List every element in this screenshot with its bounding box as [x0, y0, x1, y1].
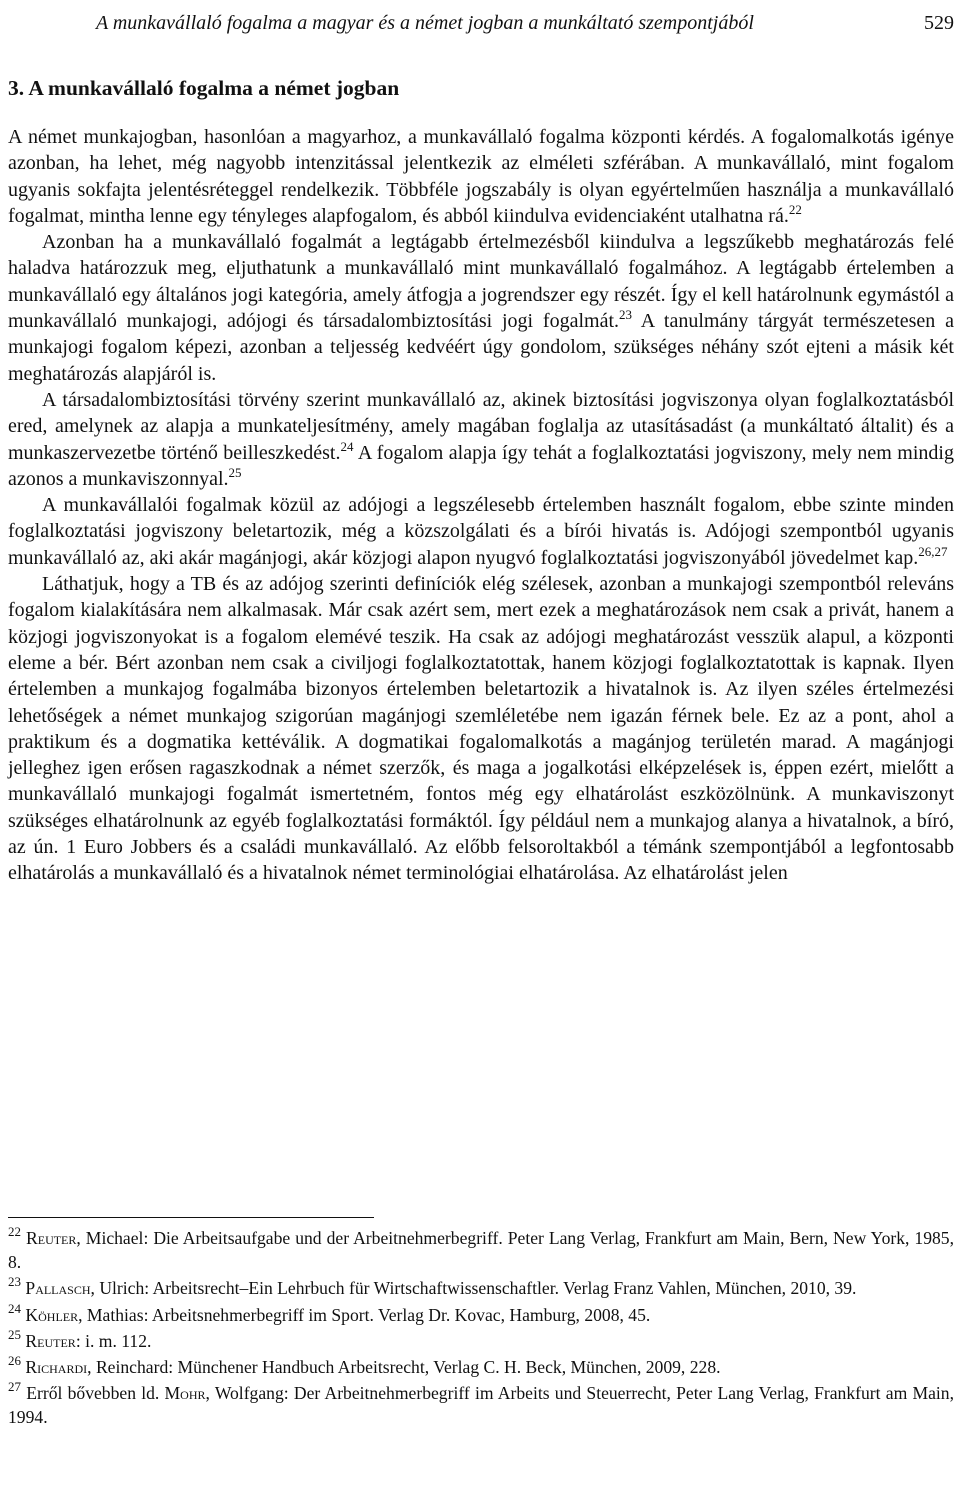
footnote-divider: [8, 1217, 374, 1218]
footnote-author: Pallasch: [25, 1278, 91, 1299]
footnote-number: 27: [8, 1379, 21, 1395]
paragraph-text: Azonban ha a munkavállaló fogalmát a legtágabb értelmezésből kiindulva a legszűkebb meghatározás felé haladva határozzuk meg, eljuthatunk a munkavállaló mint munkavállaló fogalmához. A legtágabb értelemben a munkavállaló egy általános jogi kategória, amely átfogja a jogrendszer egy részét. Így el kell határolnunk egymástól a munkavállaló munkajogi, adójogi és társadalombiztosítási jogi fogalmát.: [8, 231, 954, 333]
paragraph-text: A tanulmány tárgyát természetesen a munkajogi fogalom képezi, azonban a teljesség kedvéért úgy gondolom, szükséges néhány szót ejteni a másik két meghatározás alapjáról is.: [8, 310, 954, 385]
footnote-text: , Mathias: Arbeitsnehmerbegriff im Sport. Verlag Dr. Kovac, Hamburg, 2008, 45.: [78, 1304, 651, 1325]
paragraph-text: A fogalom alapja így tehát a foglalkoztatási jogviszony, mely nem mindig azonos a munkaviszonnyal.: [8, 441, 954, 490]
footnote-author: Richardi: [25, 1357, 88, 1378]
paragraph-text: Láthatjuk, hogy a TB és az adójog szerinti definíciók elég szélesek, azonban a munkajogi szempontból releváns fogalom kialakítására nem alkalmasak. Már csak azért sem, mert ezek a meghatározások nem csak a privát, hanem a közjogi jogviszonyokat is a fogalom elemévé teszik. Ha csak az adójogi meghatározást vesszük alapul, a központi eleme a bér. Bért azonban nem csak a civiljogi foglalkoztatottak, hanem közjogi foglalkoztatottak is kapnak. Ilyen értelemben a munkajog fogalmába bizonyos értelemben beletartozik a hivatalnok is. Az ilyen széles értelmezési lehetőségek a német munkajog szigorúan magánjogi szemléletébe nem igazán férnek bele. Ez az a pont, ahol a praktikum és a dogmatika kettéválik. A dogmatikai fogalomalkotás a magánjog területén marad. A magánjogi jelleghez igen erősen ragaszkodnak a német szerzők, és maga a jogalkotási elképzelések is, éppen ezért, mielőtt a munkavállaló munkajogi fogalmát ismertetném, fontos még egy elhatárolást eszközölnünk. A munkaviszonyt szükséges elhatárolnunk az egyéb foglalkoztatási formáktól. Így például nem a munkajog alanya a hivatalnok, a bíró, az ún. 1 Euro Jobbers és a családi munkavállaló. Az előbb felsoroltakból a témánk szempontjából a legfontosabb elhatárolás a munkavállaló és a hivatalnok német terminológiai elhatárolása. Az elhatárolást jelen: [8, 573, 954, 885]
paragraph-text: A társadalombiztosítási törvény szerint munkavállaló az, akinek biztosítási jogviszonya olyan foglalkoztatásból ered, amelynek az alapja a munkateljesítmény, amely magában foglalja az utasításadást (a munkáltató általit) és a munkaszervezetbe történő beilleszkedést.: [8, 388, 954, 464]
footnote-author: Mohr: [164, 1383, 206, 1404]
running-header-title: A munkavállaló fogalma a magyar és a német jogban a munkáltató szempontjából: [96, 12, 754, 34]
footnote-text: , Michael: Die Arbeitsaufgabe und der Arbeitnehmerbegriff. Peter Lang Verlag, Frankfurt am Main, Bern, New York, 1985, 8.: [8, 1228, 954, 1273]
footnote-number: 23: [8, 1274, 21, 1290]
paragraph: [8, 571, 954, 887]
footnotes: [8, 1226, 954, 1432]
body-text: [8, 124, 954, 887]
footnote-text: , Reinchard: Münchener Handbuch Arbeitsrecht, Verlag C. H. Beck, München, 2009, 228.: [87, 1357, 721, 1378]
footnote-text: , Wolfgang: Der Arbeitnehmerbegriff im Arbeits und Steuerrecht, Peter Lang Verlag, Frankfurt am Main, 1994.: [8, 1383, 955, 1428]
footnote-text: , Ulrich: Arbeitsrecht–Ein Lehrbuch für Wirtschaftwissenschaftler. Verlag Franz Vahlen, München, 2010, 39.: [90, 1278, 857, 1299]
footnote-number: 25: [8, 1326, 21, 1342]
footnote-author: Reuter: [26, 1228, 77, 1248]
paragraph: [8, 492, 954, 571]
footnote-number: 26: [8, 1353, 21, 1369]
running-header: [8, 6, 954, 40]
footnote-text: : i. m. 112.: [75, 1330, 152, 1351]
footnote-author: Reuter: [25, 1330, 76, 1351]
paragraph-text: A német munkajogban, hasonlóan a magyarhoz, a munkavállaló fogalma központi kérdés. A fogalomalkotás igénye azonban, ha lehet, még nagyobb intenzitással jelentkezik az elméleti szférában. A munkavállaló, mint fogalom ugyanis sokfajta jelentésréteggel rendelkezik. Többféle jogszabály is olyan egyértelműen használja a munkavállaló fogalmat, mintha lenne egy tényleges alapfogalom, és abból kiindulva evidenciaként utalhatna rá.: [8, 126, 954, 227]
footnote-lead: Erről bővebben ld.: [26, 1383, 165, 1404]
footnote-ref[interactable]: 25: [228, 464, 242, 480]
paragraph: [8, 229, 954, 387]
footnote: [8, 1300, 954, 1327]
footnote-ref[interactable]: 26,27: [918, 543, 948, 559]
footnote: [8, 1326, 954, 1353]
paragraph-text: A munkavállalói fogalmak közül az adójogi a legszélesebb értelemben használt fogalom, ebbe szinte minden foglalkoztatási jogviszony beletartozik, még a közszolgálati és a bírói hivatás is. Adójogi szempontból ugyanis munkavállaló az, aki akár magánjogi, akár közjogi alapon nyugvó foglalkoztatási jogviszonyából jövedelmet kap.: [8, 494, 954, 569]
page-number: 529: [924, 12, 954, 34]
footnote: [8, 1276, 954, 1300]
footnote: [8, 1355, 954, 1379]
footnote-ref[interactable]: 22: [788, 201, 802, 217]
footnote-number: 22: [8, 1224, 21, 1239]
footnote: [8, 1226, 954, 1274]
footnote-number: 24: [8, 1300, 21, 1316]
footnote: [8, 1381, 954, 1429]
paragraph: [8, 387, 954, 492]
footnote-author: Köhler: [25, 1304, 79, 1325]
footnote-ref[interactable]: 24: [340, 438, 354, 454]
section-title: 3. A munkavállaló fogalma a német jogban: [8, 76, 400, 100]
footnote-ref[interactable]: 23: [619, 307, 633, 323]
paragraph: [8, 124, 954, 229]
